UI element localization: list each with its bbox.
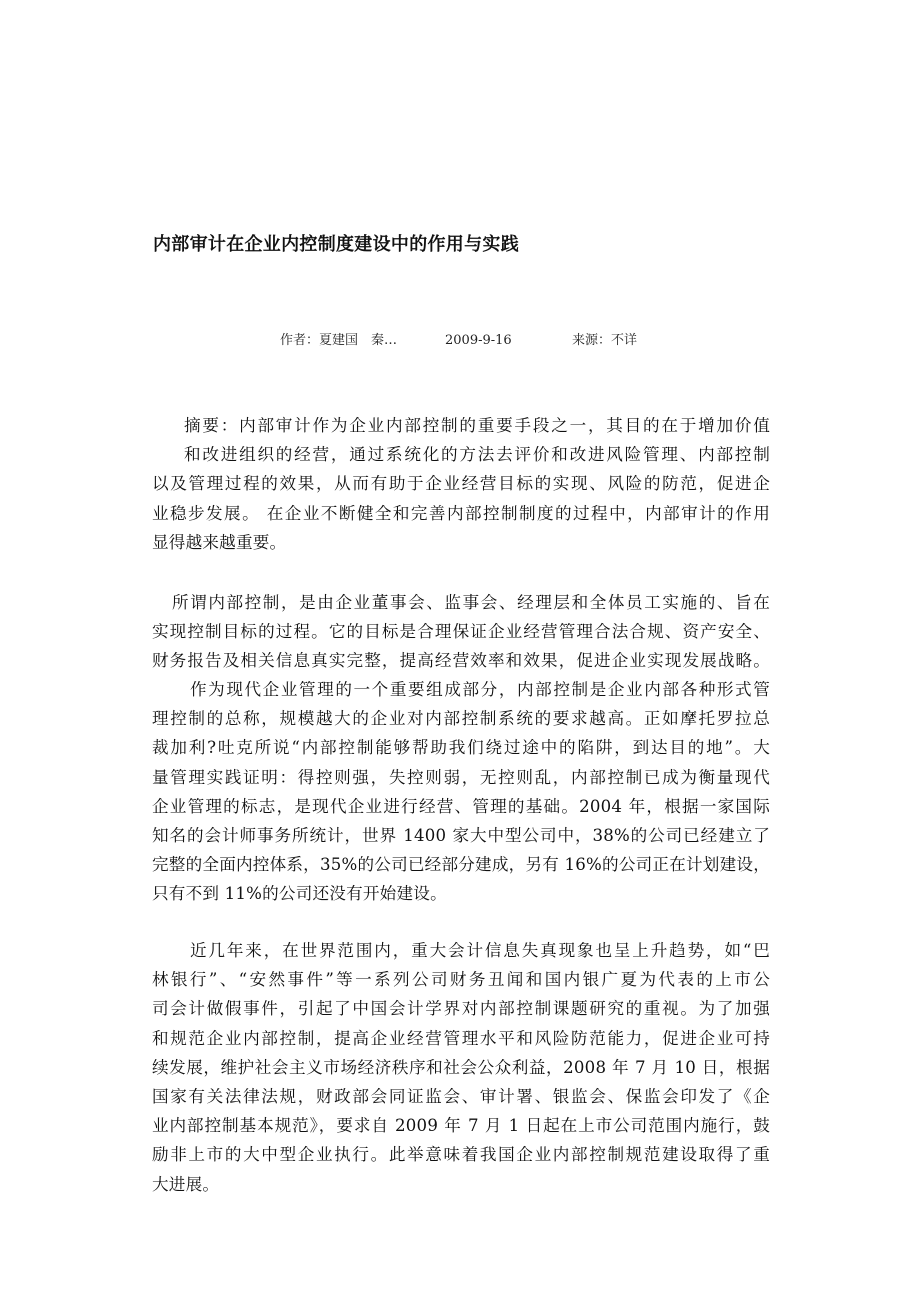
article-date: 2009-9-16 (445, 333, 512, 348)
article-author: 作者：夏建国 秦… (280, 333, 398, 348)
text-line: 企业管理的标志，是现代企业进行经营、管理的基础。2004 年，根据一家国际 (152, 796, 770, 816)
article-source: 来源：不详 (572, 333, 638, 348)
text-line: 知名的会计师事务所统计，世界 1400 家大中型公司中，38%的公司已经建立了 (152, 826, 770, 846)
text-line: 林银行”、“安然事件”等一系列公司财务丑闻和国内银广夏为代表的上市公 (152, 970, 770, 990)
text-line: 业内部控制基本规范》，要求自 2009 年 7 月 1 日起在上市公司范围内施行，鼓 (152, 1116, 770, 1136)
abstract-paragraph (152, 411, 770, 557)
text-line: 近几年来，在世界范围内，重大会计信息失真现象也呈上升趋势，如“巴 (190, 941, 770, 960)
text-line: 续发展，维护社会主义市场经济秩序和社会公众利益，2008 年 7 月 10 日，根据 (152, 1057, 770, 1077)
text-line: 只有不到 11%的公司还没有开始建设。 (152, 884, 447, 904)
text-line: 摘要：内部审计作为企业内部控制的重要手段之一，其目的在于增加价值 (184, 416, 770, 435)
text-line: 业稳步发展。 在企业不断健全和完善内部控制制度的过程中，内部审计的作用 (152, 503, 770, 523)
text-line: 和改进组织的经营，通过系统化的方法去评价和改进风险管理、内部控制 (184, 445, 770, 465)
text-line: 所谓内部控制，是由企业董事会、监事会、经理层和全体员工实施的、旨在 (172, 593, 770, 612)
text-line: 和规范企业内部控制，提高企业经营管理水平和风险防范能力，促进企业可持 (152, 1028, 770, 1048)
text-line: 国家有关法律法规，财政部会同证监会、审计署、银监会、保监会印发了《企 (152, 1087, 770, 1107)
text-line: 实现控制目标的过程。它的目标是合理保证企业经营管理合法合规、资产安全、 (152, 622, 770, 642)
article-title: 内部审计在企业内控制度建设中的作用与实践 (153, 234, 519, 255)
text-line: 作为现代企业管理的一个重要组成部分，内部控制是企业内部各种形式管 (190, 680, 770, 699)
text-line: 励非上市的大中型企业执行。此举意味着我国企业内部控制规范建设取得了重 (152, 1145, 770, 1165)
text-line: 以及管理过程的效果，从而有助于企业经营目标的实现、风险的防范，促进企 (152, 474, 770, 494)
text-line: 司会计做假事件，引起了中国会计学界对内部控制课题研究的重视。为了加强 (152, 999, 770, 1019)
body-paragraph-1 (152, 588, 770, 676)
body-paragraph-3 (152, 936, 770, 1199)
text-line: 裁加利?吐克所说“内部控制能够帮助我们绕过途中的陷阱，到达目的地”。大 (152, 738, 770, 758)
text-line: 完整的全面内控体系，35%的公司已经部分建成，另有 16%的公司正在计划建设， (152, 855, 770, 875)
text-line: 量管理实践证明：得控则强，失控则弱，无控则乱，内部控制已成为衡量现代 (152, 767, 770, 787)
body-paragraph-2 (152, 675, 770, 909)
text-line: 财务报告及相关信息真实完整，提高经营效率和效果，促进企业实现发展战略。 (152, 651, 770, 671)
text-line: 大进展。 (152, 1174, 220, 1194)
text-line: 理控制的总称，规模越大的企业对内部控制系统的要求越高。正如摩托罗拉总 (152, 709, 770, 729)
text-line: 显得越来越重要。 (152, 532, 287, 552)
